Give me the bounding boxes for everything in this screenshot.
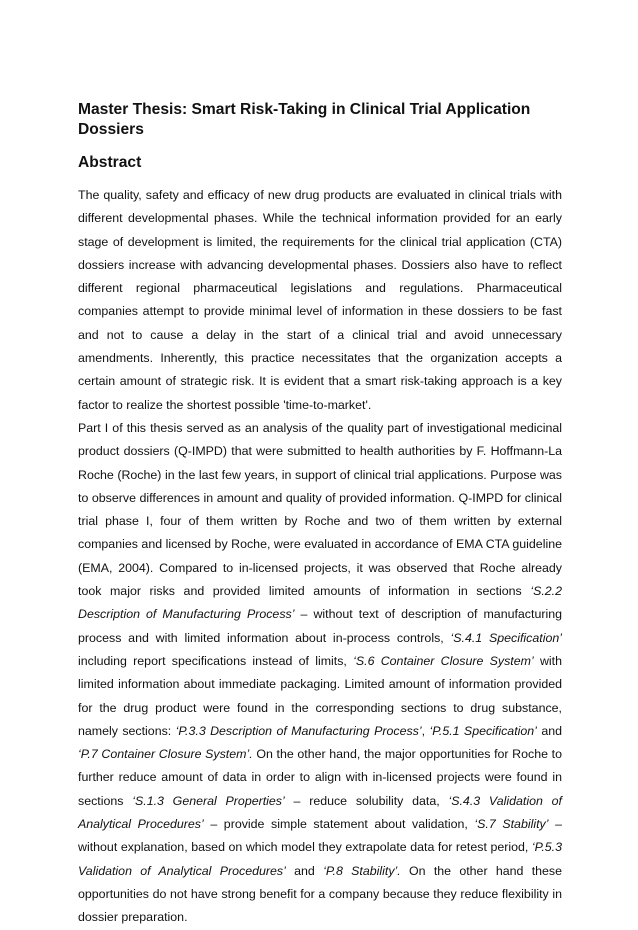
p2-section-ref-p8: ‘P.8 Stability’. — [323, 863, 401, 878]
p2-text-11: and — [285, 863, 324, 878]
p2-section-ref-s41: ‘S.4.1 Specification’ — [450, 630, 562, 645]
document-page — [78, 100, 562, 930]
p2-text-7: On the other hand, the major opportunities for Roche to further reduce amount of data in order to align with in-licensed projects were found in sections — [78, 747, 562, 808]
p2-section-ref-s13: ‘S.1.3 General Properties’ — [132, 793, 285, 808]
p2-text-2: – without text of description of manufacturing process and with limited information about in-process controls, — [78, 607, 562, 645]
p2-text-3: including report specifications instead of limits, — [78, 653, 354, 668]
abstract-paragraph-1: The quality, safety and efficacy of new drug products are evaluated in clinical trials with different developmental phases. While the technical information provided for an early stage of development is limited, the requirements for the clinical trial application (CTA) dossiers increase with advancing developmental phases. Dossiers also have to reflect different regional pharmaceutical legislations and regulations. Pharmaceutical companies attempt to provide minimal level of information in these dossiers to be fast and not to cause a delay in the start of a clinical trial and avoid unnecessary amendments. Inherently, this practice necessitates that the organization accepts a certain amount of strategic risk. It is evident that a smart risk-taking approach is a key factor to realize the shortest possible 'time-to-market'. — [78, 188, 562, 412]
p2-text-6: and — [536, 723, 562, 738]
thesis-title: Master Thesis: Smart Risk-Taking in Clinical Trial Application Dossiers — [78, 101, 531, 138]
p2-text-8: – reduce solubility data, — [284, 793, 449, 808]
abstract-heading: Abstract — [78, 154, 142, 171]
p2-section-ref-s7: ‘S.7 Stability’ — [474, 817, 549, 832]
p2-section-ref-p53: ‘P.5.3 Validation of Analytical Procedures’ — [78, 840, 562, 878]
p2-section-ref-s43: ‘S.4.3 Validation of Analytical Procedures’ — [78, 793, 562, 832]
abstract-body — [78, 184, 562, 930]
p2-text-4: with limited information about immediate packaging. Limited amount of information provided for the drug product were found in the corresponding sections to drug substance, namely sections: — [78, 653, 562, 738]
abstract-paragraph-2 — [78, 417, 562, 930]
p2-section-ref-p7: ‘P.7 Container Closure System’. — [78, 747, 253, 762]
p2-section-ref-p51: ‘P.5.1 Specification’ — [429, 723, 537, 738]
p2-section-ref-s6: ‘S.6 Container Closure System’ — [353, 653, 534, 668]
p2-text-5: , — [421, 723, 430, 738]
p2-text-12: On the other hand these opportunities do not have strong benefit for a company because they reduce flexibility in dossier preparation. — [78, 863, 563, 925]
p2-text-9: – provide simple statement about validation, — [203, 817, 475, 832]
p2-text-1: Part I of this thesis served as an analysis of the quality part of investigational medicinal product dossiers (Q-IMPD) that were submitted to health authorities by F. Hoffmann-La Roche (Roche) in the last few years, in support of clinical trial applications. Purpose was to observe differences in amount and quality of provided information. Q-IMPD for clinical trial phase I, four of them written by Roche and two of them written by external companies and licensed by Roche, were evaluated in accordance of EMA CTA guideline (EMA, 2004). Compared to in-licensed projects, it was observed that Roche already took major risks and provided limited amounts of information in sections — [78, 420, 562, 599]
p2-section-ref-p33: ‘P.3.3 Description of Manufacturing Process’ — [175, 723, 422, 738]
p2-text-10: – without explanation, based on which model they extrapolate data for retest period, — [78, 817, 562, 855]
p2-section-ref-s22: ‘S.2.2 Description of Manufacturing Process’ — [78, 584, 562, 622]
